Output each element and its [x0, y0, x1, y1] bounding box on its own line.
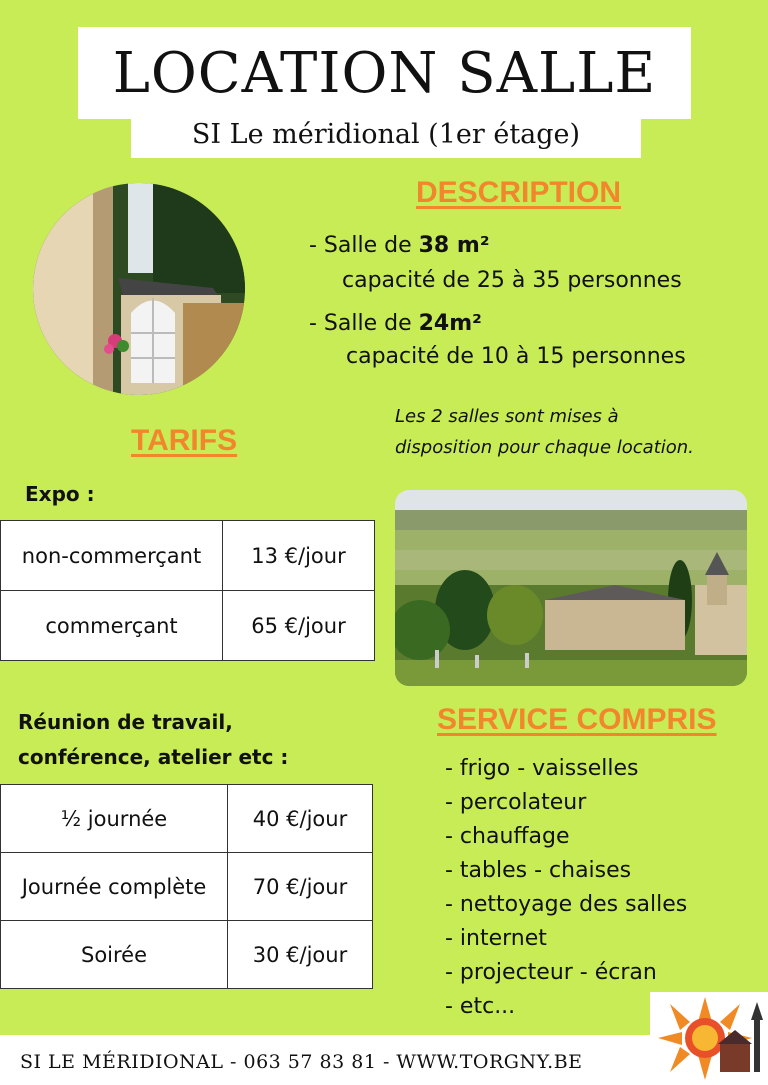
list-item: - nettoyage des salles [445, 892, 688, 917]
service-list [445, 752, 687, 1024]
title-box [78, 27, 691, 119]
room1-line [309, 233, 489, 258]
village-photo [395, 490, 747, 686]
room1-capacity: capacité de 25 à 35 personnes [342, 268, 682, 293]
category-cell: Soirée [1, 921, 228, 989]
building-photo [33, 183, 245, 395]
price-cell: 70 €/jour [228, 853, 373, 921]
price-cell: 65 €/jour [223, 591, 375, 661]
sun-logo-icon [650, 992, 768, 1085]
reunion-price-table [0, 784, 373, 989]
expo-price-table [0, 520, 375, 661]
list-item: - percolateur [445, 790, 587, 815]
reunion-label [18, 705, 288, 775]
room1-size: 38 m² [418, 233, 490, 258]
room2-prefix: - Salle de [309, 311, 419, 336]
category-cell: Journée complète [1, 853, 228, 921]
room1-prefix: - Salle de [309, 233, 419, 258]
note-line-1: Les 2 salles sont mises à [395, 406, 619, 427]
price-cell: 13 €/jour [223, 521, 375, 591]
table-row [1, 785, 373, 853]
logo-box [650, 992, 768, 1085]
expo-label: Expo : [25, 482, 95, 506]
reunion-label-line-1: Réunion de travail, [18, 710, 233, 734]
table-row [1, 521, 375, 591]
price-cell: 30 €/jour [228, 921, 373, 989]
service-heading: SERVICE COMPRIS [437, 703, 717, 736]
list-item: - projecteur - écran [445, 960, 657, 985]
note-line-2: disposition pour chaque location. [395, 437, 694, 458]
price-cell: 40 €/jour [228, 785, 373, 853]
reunion-label-line-2: conférence, atelier etc : [18, 745, 289, 769]
footer-text: SI LE MÉRIDIONAL - 063 57 83 81 - WWW.TORGNY.BE [20, 1051, 583, 1073]
category-cell: ½ journée [1, 785, 228, 853]
table-row [1, 853, 373, 921]
list-item: - tables - chaises [445, 858, 632, 883]
page-subtitle: SI Le méridional (1er étage) [191, 118, 581, 150]
tarifs-heading: TARIFS [131, 424, 238, 457]
list-item: - chauffage [445, 824, 570, 849]
room2-size: 24m² [418, 311, 482, 336]
list-item: - frigo - vaisselles [445, 756, 639, 781]
room2-line [309, 311, 482, 336]
rooms-note [395, 401, 735, 463]
table-row [1, 921, 373, 989]
list-item: - etc... [445, 994, 516, 1019]
page-title: LOCATION SALLE [112, 40, 657, 106]
room2-capacity: capacité de 10 à 15 personnes [346, 344, 686, 369]
list-item: - internet [445, 926, 547, 951]
subtitle-box [131, 110, 641, 158]
table-row [1, 591, 375, 661]
category-cell: non-commerçant [1, 521, 223, 591]
category-cell: commerçant [1, 591, 223, 661]
description-heading: DESCRIPTION [416, 176, 622, 209]
